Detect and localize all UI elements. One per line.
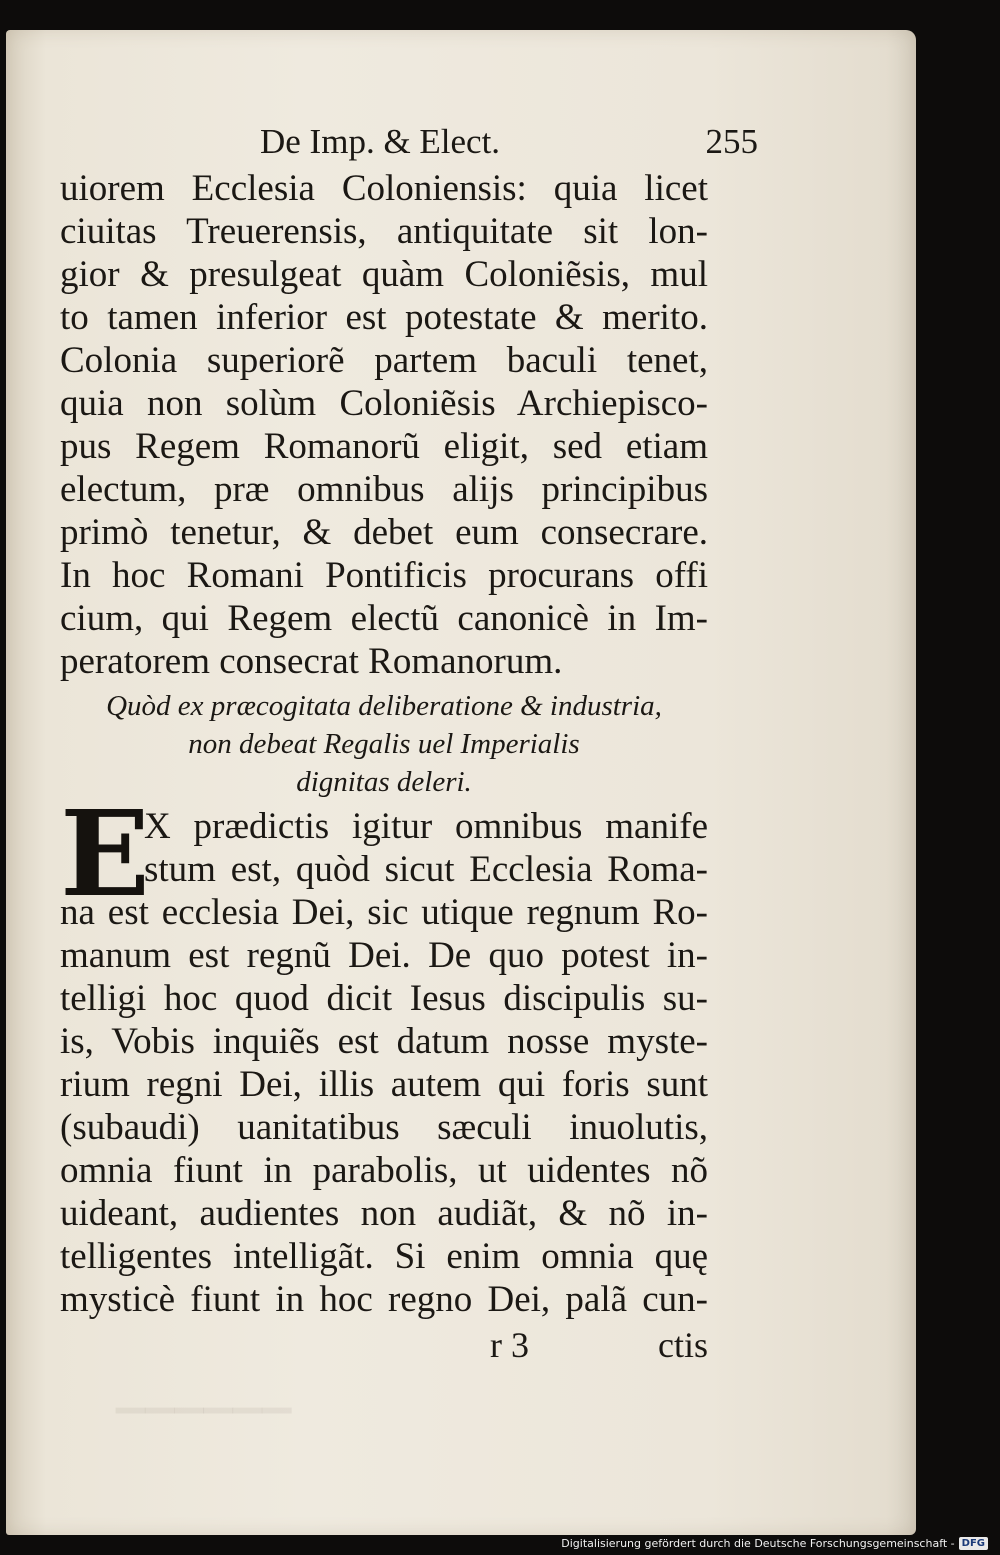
text-line: rium regni Dei, illis autem qui foris sunt xyxy=(60,1064,708,1105)
text-line: cium, qui Regem electũ canonicè in Im- xyxy=(60,598,708,639)
text-line: ciuitas Treuerensis, antiquitate sit lon- xyxy=(60,211,708,252)
page-number: 255 xyxy=(705,122,758,161)
text-line: to tamen inferior est potestate & merito. xyxy=(60,297,708,338)
text-line: mysticè fiunt in hoc regno Dei, palã cun- xyxy=(60,1279,708,1320)
section-heading-line: dignitas deleri. xyxy=(296,766,472,798)
text-line: uiorem Ecclesia Coloniensis: quia licet xyxy=(60,168,708,209)
funding-credit: Digitalisierung gefördert durch die Deutsche Forschungsgemeinschaft - xyxy=(561,1537,955,1550)
section-heading-line: non debeat Regalis uel Imperialis xyxy=(188,728,580,760)
catchword: ctis xyxy=(658,1325,708,1365)
text-line: In hoc Romani Pontificis procurans offi xyxy=(60,555,708,596)
running-title: De Imp. & Elect. xyxy=(260,122,501,161)
text-line: na est ecclesia Dei, sic utique regnum Ro- xyxy=(60,892,708,933)
text-line: telligentes intelligãt. Si enim omnia quę xyxy=(60,1236,708,1277)
text-line: quia non solùm Coloniẽsis Archiepisco- xyxy=(60,383,708,424)
text-line: Colonia superiorẽ partem baculi tenet, xyxy=(60,340,708,381)
text-line: gior & presulgeat quàm Coloniẽsis, mul xyxy=(60,254,708,295)
running-header xyxy=(260,122,758,166)
text-line: primò tenetur, & debet eum consecrare. xyxy=(60,512,708,553)
text-line: omnia fiunt in parabolis, ut uidentes nõ xyxy=(60,1150,708,1191)
text-line: is, Vobis inquiẽs est datum nosse myste- xyxy=(60,1021,708,1062)
dfg-logo: DFG xyxy=(959,1537,988,1550)
section-heading-line: Quòd ex præcogitata deliberatione & industria, xyxy=(106,690,662,722)
text-line: X prædictis igitur omnibus manife xyxy=(144,806,708,847)
text-line: telligi hoc quod dicit Iesus discipulis su- xyxy=(60,978,708,1019)
signature-mark: r 3 xyxy=(490,1325,529,1365)
digitization-footer xyxy=(561,1537,988,1550)
text-line: (subaudi) uanitatibus sæculi inuolutis, xyxy=(60,1107,708,1148)
text-line: manum est regnũ Dei. De quo potest in- xyxy=(60,935,708,976)
text-line: electum, præ omnibus alijs principibus xyxy=(60,469,708,510)
text-line: peratorem consecrat Romanorum. xyxy=(60,641,563,682)
book-page xyxy=(6,30,916,1535)
text-line: uideant, audientes non audiãt, & nõ in- xyxy=(60,1193,708,1234)
text-line: pus Regem Romanorũ eligit, sed etiam xyxy=(60,426,708,467)
bleed-through-shadow: ▁▁▁▁▁▁ xyxy=(116,1369,292,1413)
text-line: stum est, quòd sicut Ecclesia Roma- xyxy=(144,849,708,890)
drop-initial: E xyxy=(60,784,150,923)
